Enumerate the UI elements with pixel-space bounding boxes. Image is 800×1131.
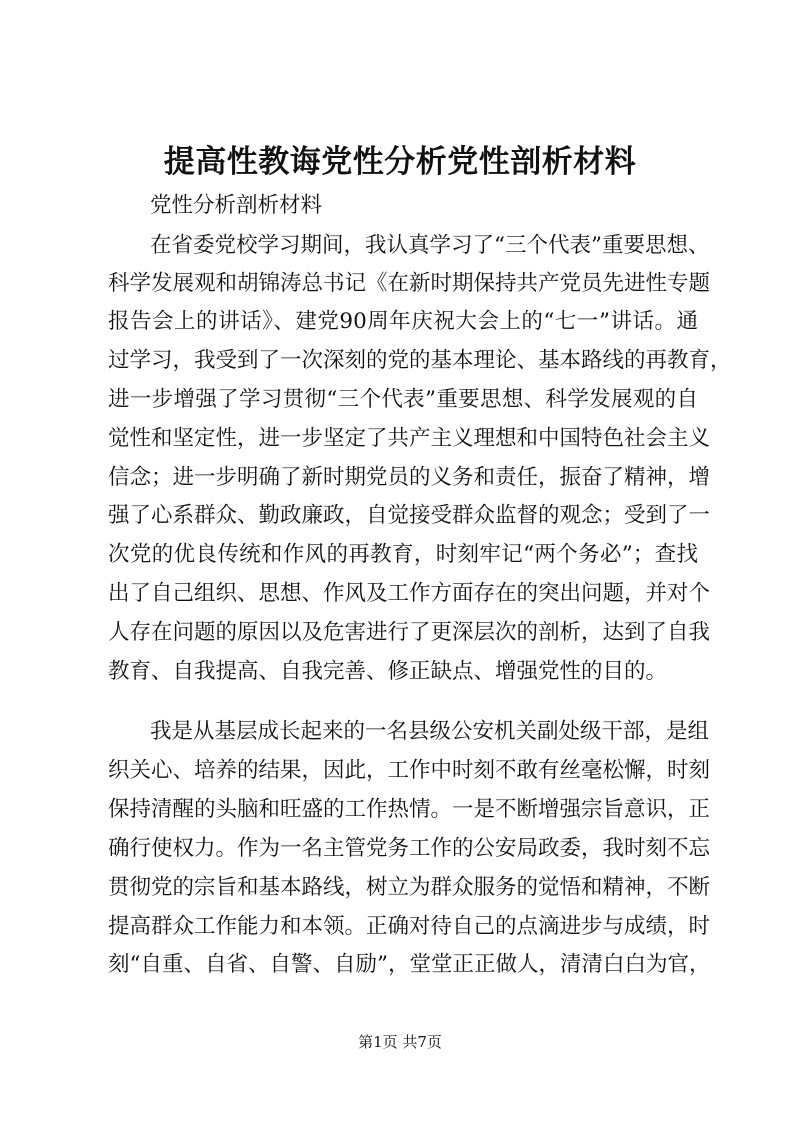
paragraph-line: 刻“自重、自省、自警、自励”，堂堂正正做人，清清白白为官，: [108, 952, 711, 977]
paragraph-line: 提高群众工作能力和本领。正确对待自己的点滴进步与成绩，时: [108, 914, 711, 939]
paragraph-line: 贯彻党的宗旨和基本路线，树立为群众服务的觉悟和精神，不断: [108, 875, 711, 900]
paragraph-line: 过学习，我受到了一次深刻的党的基本理论、基本路线的再教育，: [108, 348, 732, 373]
paragraph-line: 织关心、培养的结果，因此，工作中时刻不敢有丝毫松懈，时刻: [108, 758, 711, 783]
paragraph-line: 科学发展观和胡锦涛总书记《在新时期保持共产党员先进性专题: [108, 271, 711, 296]
paragraph-line: 报告会上的讲话》、建党90周年庆祝大会上的“七一”讲话。通: [108, 309, 698, 334]
paragraph-line: 次党的优良传统和作风的再教育，时刻牢记“两个务必”；查找: [108, 542, 698, 567]
paragraph-line: 在省委党校学习期间，我认真学习了“三个代表”重要思想、: [150, 233, 710, 258]
paragraph-line: 教育、自我提高、自我完善、修正缺点、增强党性的目的。: [108, 659, 668, 684]
paragraph-line: 保持清醒的头脑和旺盛的工作热情。一是不断增强宗旨意识，正: [108, 797, 711, 822]
paragraph-line: 人存在问题的原因以及危害进行了更深层次的剖析，达到了自我: [108, 620, 711, 645]
document-title: 提高性教诲党性分析党性剖析材料: [163, 144, 637, 180]
page-number-footer: 第1页 共7页: [358, 1033, 442, 1051]
paragraph-line: 信念；进一步明确了新时期党员的义务和责任，振奋了精神，增: [108, 465, 711, 490]
paragraph-line: 强了心系群众、勤政廉政，自觉接受群众监督的观念；受到了一: [108, 503, 711, 528]
paragraph-line: 进一步增强了学习贯彻“三个代表”重要思想、科学发展观的自: [108, 387, 698, 412]
paragraph-line: 党性分析剖析材料: [150, 193, 323, 218]
paragraph-line: 确行使权力。作为一名主管党务工作的公安局政委，我时刻不忘: [108, 836, 711, 861]
paragraph-line: 出了自己组织、思想、作风及工作方面存在的突出问题，并对个: [108, 581, 711, 606]
paragraph-line: 觉性和坚定性，进一步坚定了共产主义理想和中国特色社会主义: [108, 426, 711, 451]
paragraph-line: 我是从基层成长起来的一名县级公安机关副处级干部，是组: [150, 719, 710, 744]
